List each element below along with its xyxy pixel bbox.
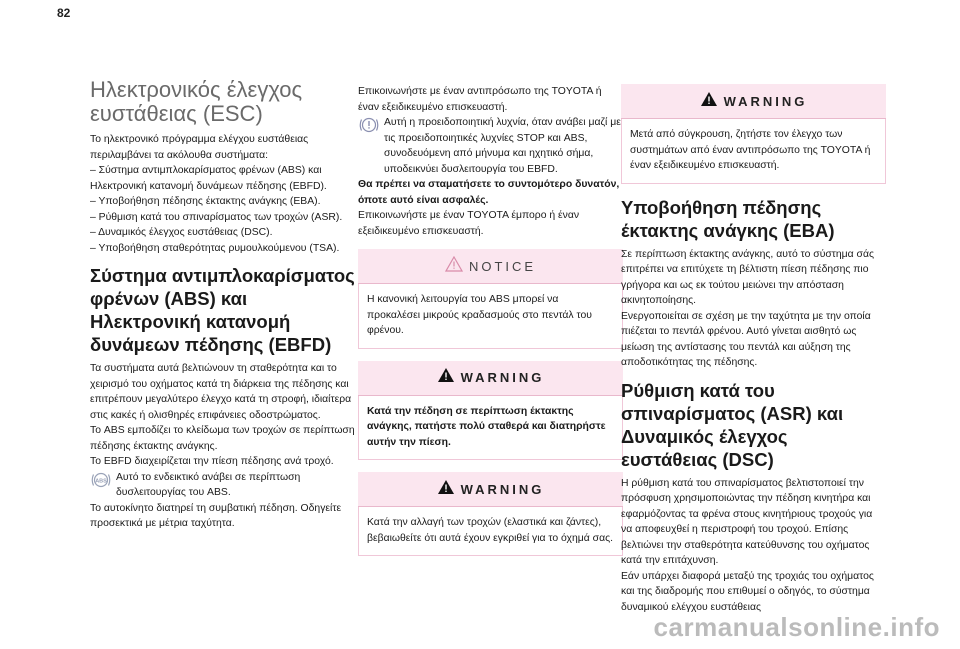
- warning-box-1: [358, 361, 623, 461]
- list-item: – Ρύθμιση κατά του σπιναρίσματος των τροχών (ASR).: [90, 211, 343, 223]
- eba-heading: Υποβοήθηση πέδησης έκτακτης ανάγκης (EBA): [621, 196, 835, 241]
- asr-paragraph-1: Η ρύθμιση κατά του σπιναρίσματος βελτιστοποιεί την πρόσφυση χρησιμοποιώντας την πέδηση κινητήρα και εφαρμόζοντας τα φρένα στους κινητήριους τροχούς για να αποφευχθεί η περιστροφή του τροχού. Επίσης βελτιώνει την σταθερότητα κατεύθυνσης του οχήματος κατά την επιτάχυνση.: [621, 477, 873, 566]
- list-item: – Υποβοήθηση σταθερότητας ρυμουλκούμενου (TSA).: [90, 242, 340, 254]
- warning-triangle-icon: [700, 91, 718, 112]
- warning-header: [621, 84, 886, 119]
- abs-indicator-row: [90, 470, 355, 501]
- eba-paragraph-1: Σε περίπτωση έκτακτης ανάγκης, αυτό το σύστημα σάς επιτρέπει να επιτύχετε τη βέλτιστη πίεση πέδησης πιο γρήγορα και ως εκ τούτου μειώνει την απόσταση ακινητοποίησης.: [621, 248, 874, 306]
- contact-paragraph: Επικοινωνήστε με έναν αντιπρόσωπο της TOYOTA ή έναν εξειδικευμένο επισκευαστή.: [358, 86, 602, 113]
- warning-triangle-icon: [437, 479, 455, 500]
- warning-text: Μετά από σύγκρουση, ζητήστε τον έλεγχο των συστημάτων από έναν αντιπρόσωπο της TOYOTA ή έναν εξειδικευμένο επισκευαστή.: [630, 129, 871, 171]
- warning-body: [621, 119, 886, 184]
- abs-paragraph-2: Το ABS εμποδίζει το κλείδωμα των τροχών σε περίπτωση πέδησης έκτακτης ανάγκης.: [90, 425, 355, 452]
- watermark: carmanualsonline.info: [653, 612, 940, 642]
- abs-paragraph-4: Το αυτοκίνητο διατηρεί τη συμβατική πέδηση. Οδηγείτε προσεκτικά με μέτρια ταχύτητα.: [90, 502, 342, 529]
- brake-warning-icon: [358, 115, 384, 135]
- warning-label: WARNING: [460, 370, 545, 385]
- warning-label: WARNING: [723, 93, 808, 109]
- abs-paragraph-1: Τα συστήματα αυτά βελτιώνουν τη σταθερότητα και το χειρισμό του οχήματος κατά τη διάρκεια της πέδησης και επιτρέπουν μεγαλύτερο έλεγχο κατά τη στροφή, ιδιαίτερα στις κακές ή ολισθηρές επιφάνειες οδοστρώματος.: [90, 363, 352, 421]
- eba-paragraph-2: Ενεργοποιείται σε σχέση με την ταχύτητα με την οποία πιέζεται το πεντάλ φρένου. Αυτό γίνεται αισθητό ως μείωση της αντίστασης του πεντάλ και αύξηση της αποδοτικότητας της πέδησης.: [621, 310, 871, 368]
- asr-dsc-heading: Ρύθμιση κατά του σπιναρίσματος (ASR) και Δυναμικός έλεγχος ευστάθειας (DSC): [621, 379, 844, 470]
- warning-header: [358, 361, 623, 396]
- list-item: – Δυναμικός έλεγχος ευστάθειας (DSC).: [90, 227, 273, 238]
- page-title: Ηλεκτρονικός έλεγχος ευστάθειας (ESC): [90, 77, 303, 126]
- warning-header: [358, 472, 623, 507]
- notice-label: NOTICE: [468, 258, 537, 274]
- asr-paragraph-2: Εάν υπάρχει διαφορά μεταξύ της τροχιάς του οχήματος και της διαδρομής που επιθυμεί ο οδηγός, το σύστημα δυναμικού ελέγχου ευστάθειας: [621, 570, 874, 613]
- column-1: [90, 78, 355, 532]
- page-number: 82: [57, 6, 71, 20]
- warning-box-3: [621, 84, 886, 184]
- warning-label: WARNING: [460, 481, 545, 497]
- list-item: – Σύστημα αντιμπλοκαρίσματος φρένων (ABS) και Ηλεκτρονική κατανομή δυνάμεων πέδησης (EBFD).: [90, 165, 327, 192]
- column-2: [358, 84, 623, 568]
- notice-text: Η κανονική λειτουργία του ABS μπορεί να προκαλέσει μικρούς κραδασμούς στο πεντάλ του φρένου.: [367, 294, 592, 336]
- warning-body: [358, 396, 623, 461]
- column-3: [621, 84, 886, 615]
- ebfd-indicator-text: Αυτή η προειδοποιητική λυχνία, όταν ανάβει μαζί με τις προειδοποιητικές λυχνίες STOP και ABS, συνοδευόμενη από μήνυμα και ηχητικό σήμα, υποδεικνύει δυσλειτουργία του EBFD.: [384, 117, 621, 175]
- notice-triangle-icon: [445, 256, 463, 277]
- notice-header: [358, 249, 623, 284]
- esc-intro: Το ηλεκτρονικό πρόγραμμα ελέγχου ευστάθειας περιλαμβάνει τα ακόλουθα συστήματα:: [90, 134, 309, 161]
- abs-ebfd-heading: Σύστημα αντιμπλοκαρίσματος φρένων (ABS) και Ηλεκτρονική κατανομή δυνάμεων πέδησης (EBFD): [90, 265, 355, 355]
- abs-indicator-text: Αυτό το ενδεικτικό ανάβει σε περίπτωση δυσλειτουργίας του ABS.: [116, 471, 301, 498]
- abs-icon-label: ABS: [95, 477, 107, 484]
- notice-box: [358, 249, 623, 349]
- contact-dealer-paragraph: Επικοινωνήστε με έναν TOYOTA έμπορο ή έναν εξειδικευμένο επισκευαστή.: [358, 210, 580, 237]
- abs-paragraph-3: Το EBFD διαχειρίζεται την πίεση πέδησης ανά τροχό.: [90, 456, 334, 467]
- warning-body: [358, 507, 623, 556]
- esc-system-list: [90, 163, 355, 256]
- stop-advice: Θα πρέπει να σταματήσετε το συντομότερο δυνατόν, όποτε αυτό είναι ασφαλές.: [358, 179, 620, 206]
- notice-body: [358, 284, 623, 349]
- brake-indicator-row: [358, 115, 623, 177]
- abs-warning-icon: [90, 470, 116, 490]
- list-item: – Υποβοήθηση πέδησης έκτακτης ανάγκης (EBA).: [90, 196, 321, 207]
- warning-box-2: [358, 472, 623, 556]
- warning-text: Κατά την αλλαγή των τροχών (ελαστικά και ζάντες), βεβαιωθείτε ότι αυτά έχουν εγκριθεί για το όχημά σας.: [367, 517, 613, 544]
- warning-text: Κατά την πέδηση σε περίπτωση έκτακτης ανάγκης, πατήστε πολύ σταθερά και διατηρήστε αυτήν την πίεση.: [367, 405, 606, 448]
- warning-triangle-icon: [437, 367, 455, 388]
